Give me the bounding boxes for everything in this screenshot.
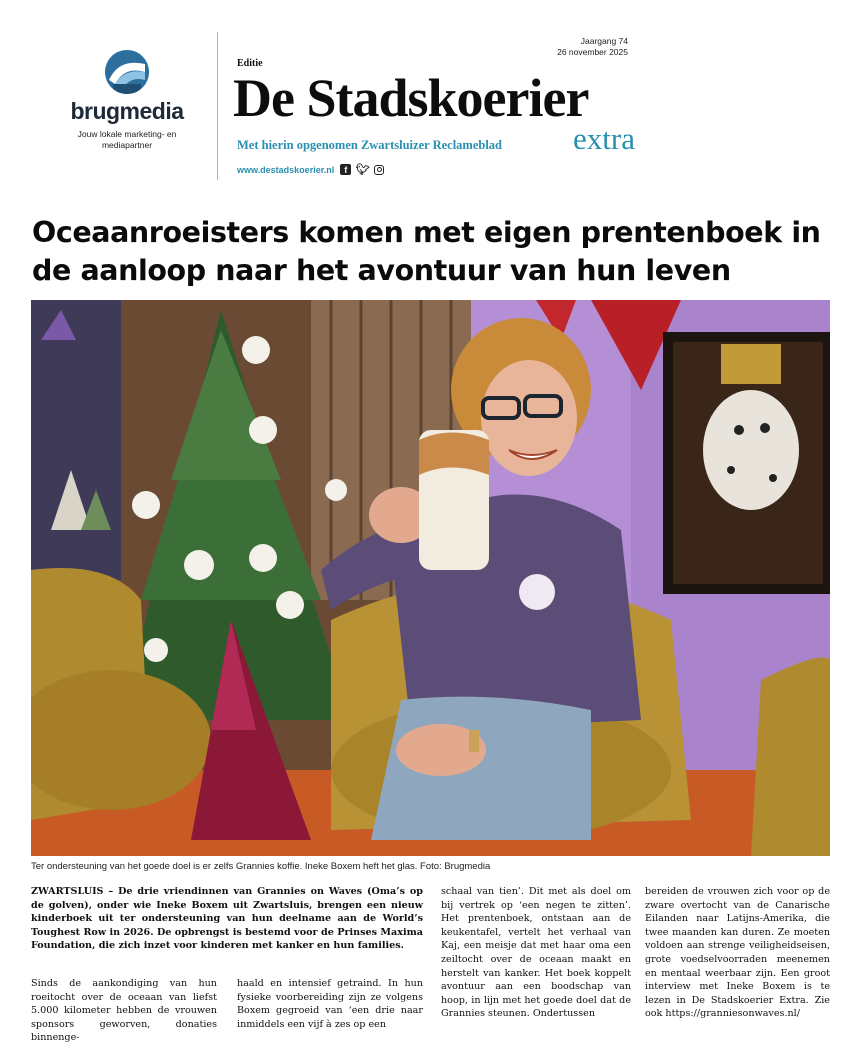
twitter-icon[interactable]: 🐦︎ xyxy=(355,164,370,176)
newspaper-subtitle: Met hierin opgenomen Zwartsluizer Reclameblad xyxy=(237,138,503,152)
extra-label: extra xyxy=(573,121,635,156)
issue-info xyxy=(520,36,628,58)
website-link[interactable]: www.destadskoerier.nl xyxy=(237,164,335,175)
article-photo xyxy=(31,300,830,856)
newspaper-title: De Stadskoerier xyxy=(233,68,589,128)
volume-label: Jaargang 74 xyxy=(580,36,628,46)
website-row xyxy=(237,164,384,175)
masthead-divider xyxy=(217,32,218,180)
logo-tagline: Jouw lokale marketing- en mediapartner xyxy=(77,129,177,150)
brugmedia-logo-icon xyxy=(105,50,149,94)
article-column-1: Sinds de aankondiging van hun roeitocht over de oceaan van liefst 5.000 kilometer hebben de vrouwen sponsors geworven, donaties binnenge- xyxy=(31,978,217,1044)
facebook-icon[interactable]: f xyxy=(340,164,351,175)
brugmedia-logo[interactable] xyxy=(52,50,202,151)
article-lead: ZWARTSLUIS – De drie vriendinnen van Grannies on Waves (Oma’s op de golven), onder wie Ineke Boxem uit Zwartsluis, brengen een nieuw kinderboek uit ter ondersteuning van hun deelname aan de World’s Toughest Row in 2026. De opbrengst is bestemd voor de Prinses Maxima Foundation, die zich inzet voor kinderen met kanker en hun families. xyxy=(31,886,423,952)
article-column-4: bereiden de vrouwen zich voor op de zware overtocht van de Canarische Eilanden naar Latijns-Amerika, die twee maanden kan duren. Ze moeten voldoen aan strenge veiligheidseisen, grote voedselvoorraden meenemen en mentaal weerbaar zijn. Een groot interview met Ineke Boxem is te lezen in De Stadskoerier Extra. Zie ook https://granniesonwaves.nl/ xyxy=(645,886,830,1020)
issue-date: 26 november 2025 xyxy=(557,47,628,57)
photo-caption: Ter ondersteuning van het goede doel is er zelfs Grannies koffie. Ineke Boxem heft het glas. Foto: Brugmedia xyxy=(31,861,491,872)
instagram-icon[interactable] xyxy=(374,165,384,175)
edition-label: Editie xyxy=(237,58,263,69)
article-column-2: haald en intensief getraind. In hun fysieke voorbereiding zijn ze volgens Boxem gegroeid van ‘een drie naar inmiddels een vijf à zes op een xyxy=(237,978,423,1030)
article-column-3: schaal van tien’. Dit met als doel om bij vertrek op ‘een negen te zitten’. Het prentenboek, ontstaan aan de keukentafel, vertelt het verhaal van Kaj, een meisje dat met haar oma een zeiltocht over de oceaan maakt en herstelt van kanker. Het boek koppelt avontuur aan een boodschap van hoop, in lijn met het goede doel dat de Grannies steunen. Ondertussen xyxy=(441,886,631,1020)
logo-name: brugmedia xyxy=(70,98,184,124)
article-headline: Oceaanroeisters komen met eigen prentenboek in de aanloop naar het avontuur van hun leven xyxy=(32,216,821,287)
